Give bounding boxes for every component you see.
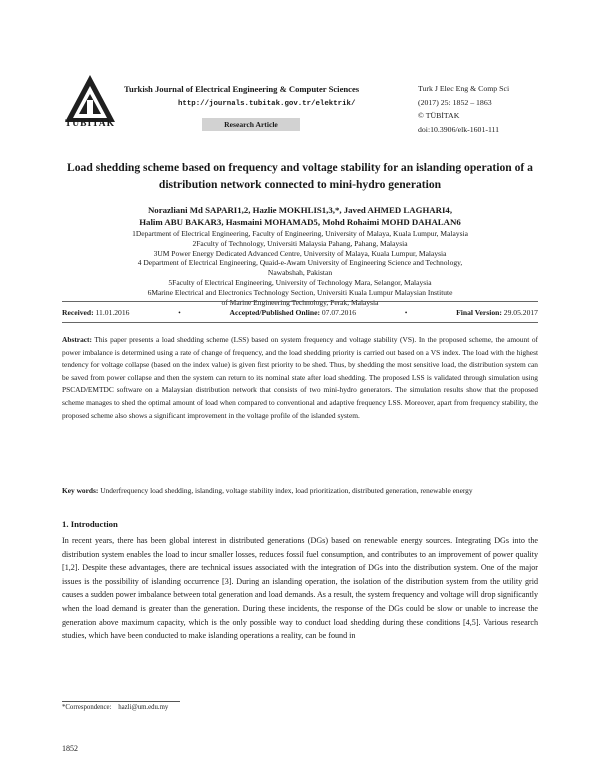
author-line: Norazliani Md SAPARI1,2, Hazlie MOKHLIS1,3,*, Javed AHMED LAGHARI4, — [147, 205, 453, 215]
divider — [62, 322, 538, 323]
citation-block — [418, 82, 509, 136]
dates-row — [62, 308, 538, 317]
abstract-text: This paper presents a load shedding scheme (LSS) based on system frequency and voltage stability (VS). In the proposed scheme, the amount of power imbalance is determined using a rate of change of frequency, and the load shedding priority is carried out based on a VS index. The load with the highest tendency for voltage collapse (based on the index value) is given first priority to be shed. Thus, by shedding the most sensitive load, the distribution system can be saved from power collapse and then the system can return to its nominal state after load shedding. The proposed LSS is validated through simulation using PSCAD/EMTDC software on a Malaysian distribution network that consists of two mini-hydro generators. The simulation results show that the proposed scheme manages to shed the optimal amount of load when compared to conventional and adaptive frequency LSS. Moreover, apart from frequency stability, the proposed scheme also shows a significant improvement in the voltage profile of the islanded system. — [62, 335, 538, 420]
copyright: © TÜBİTAK — [418, 111, 460, 121]
affiliation: 3UM Power Energy Dedicated Advanced Centre, University of Malaya, Kuala Lumpur, Malaysia — [153, 248, 447, 258]
author-list — [40, 204, 560, 228]
abstract-label: Abstract: — [62, 335, 92, 344]
section-body: In recent years, there has been global interest in distributed generations (DGs) based on renewable energy sources. Integrating DGs into the distribution system enables the load to incur smaller losses, reduces fossil fuel consumption, and contributes to an improvement of power quality [1,2]. Despite these advantages, there are technical issues associated with the integration of DGs into the distribution system. One of the major issues is the possibility of islanding occurrence [3]. During an islanding operation, the isolation of the distribution system from the utility grid causes a sudden power imbalance between total generation and load demands. As a result, the system frequency and voltage will drop significantly when the load demand is greater than the generation. During these incidents, the response of the DGs could be slow or unable to increase the generation above maximum capacity, which is the only possible way to conduct load shedding during these conditions [4,5]. Various research studies, which have been conducted to make islanding operations a reality, can be found in — [62, 536, 538, 641]
footnote-divider — [62, 701, 180, 702]
logo-wordmark: TÜBİTAK — [64, 119, 116, 129]
journal-name: Turkish Journal of Electrical Engineering & Computer Sciences — [124, 84, 360, 94]
page-number: 1852 — [62, 744, 78, 753]
keywords-label: Key words: — [62, 486, 99, 495]
affiliation: 5Faculty of Electrical Engineering, University of Technology Mara, Selangor, Malaysia — [168, 277, 432, 287]
article-type-badge: Research Article — [202, 118, 300, 131]
received-date: Received: 11.01.2016 — [62, 308, 130, 317]
affiliation: 2Faculty of Technology, Universiti Malaysia Pahang, Pahang, Malaysia — [192, 238, 408, 248]
correspondence-footnote: *Correspondence: hazli@um.edu.my — [62, 704, 169, 711]
affiliations — [40, 229, 560, 307]
citation-volume: (2017) 25: 1852 – 1863 — [418, 97, 492, 107]
section-heading: 1. Introduction — [62, 519, 118, 529]
paper-title: Load shedding scheme based on frequency and voltage stability for an islanding operation of a distribution network connected to mini-hydro generation — [67, 161, 533, 191]
doi[interactable]: doi:10.3906/elk-1601-111 — [418, 124, 500, 134]
affiliation: of Marine Engineering Technology, Perak, Malaysia — [221, 297, 379, 307]
affiliation: Nawabshah, Pakistan — [267, 268, 333, 278]
keywords — [62, 485, 538, 498]
affiliation: 6Marine Electrical and Electronics Technology Section, Universiti Kuala Lumpur Malaysian Institute — [147, 287, 453, 297]
final-version-date: Final Version: 29.05.2017 — [456, 308, 538, 317]
abstract — [62, 334, 538, 422]
correspondence-email[interactable]: hazli@um.edu.my — [118, 704, 169, 711]
journal-url[interactable]: http://journals.tubitak.gov.tr/elektrik/ — [178, 100, 356, 108]
affiliation: 1Department of Electrical Engineering, Faculty of Engineering, University of Malaya, Kuala Lumpur, Malaysia — [132, 229, 468, 238]
divider — [62, 301, 538, 302]
accepted-date: Accepted/Published Online: 07.07.2016 — [229, 308, 357, 317]
bullet-separator: • — [404, 308, 408, 317]
affiliation: 4 Department of Electrical Engineering, Quaid-e-Awam University of Engineering Science and Technology, — [137, 258, 463, 268]
bullet-separator: • — [178, 308, 181, 317]
author-line: Halim ABU BAKAR3, Hasmaini MOHAMAD5, Mohd Rohaimi MOHD DAHALAN6 — [139, 217, 461, 227]
keywords-text: Underfrequency load shedding, islanding, voltage stability index, load prioritization, distributed generation, renewable energy — [100, 486, 473, 495]
citation-journal: Turk J Elec Eng & Comp Sci — [418, 84, 510, 93]
